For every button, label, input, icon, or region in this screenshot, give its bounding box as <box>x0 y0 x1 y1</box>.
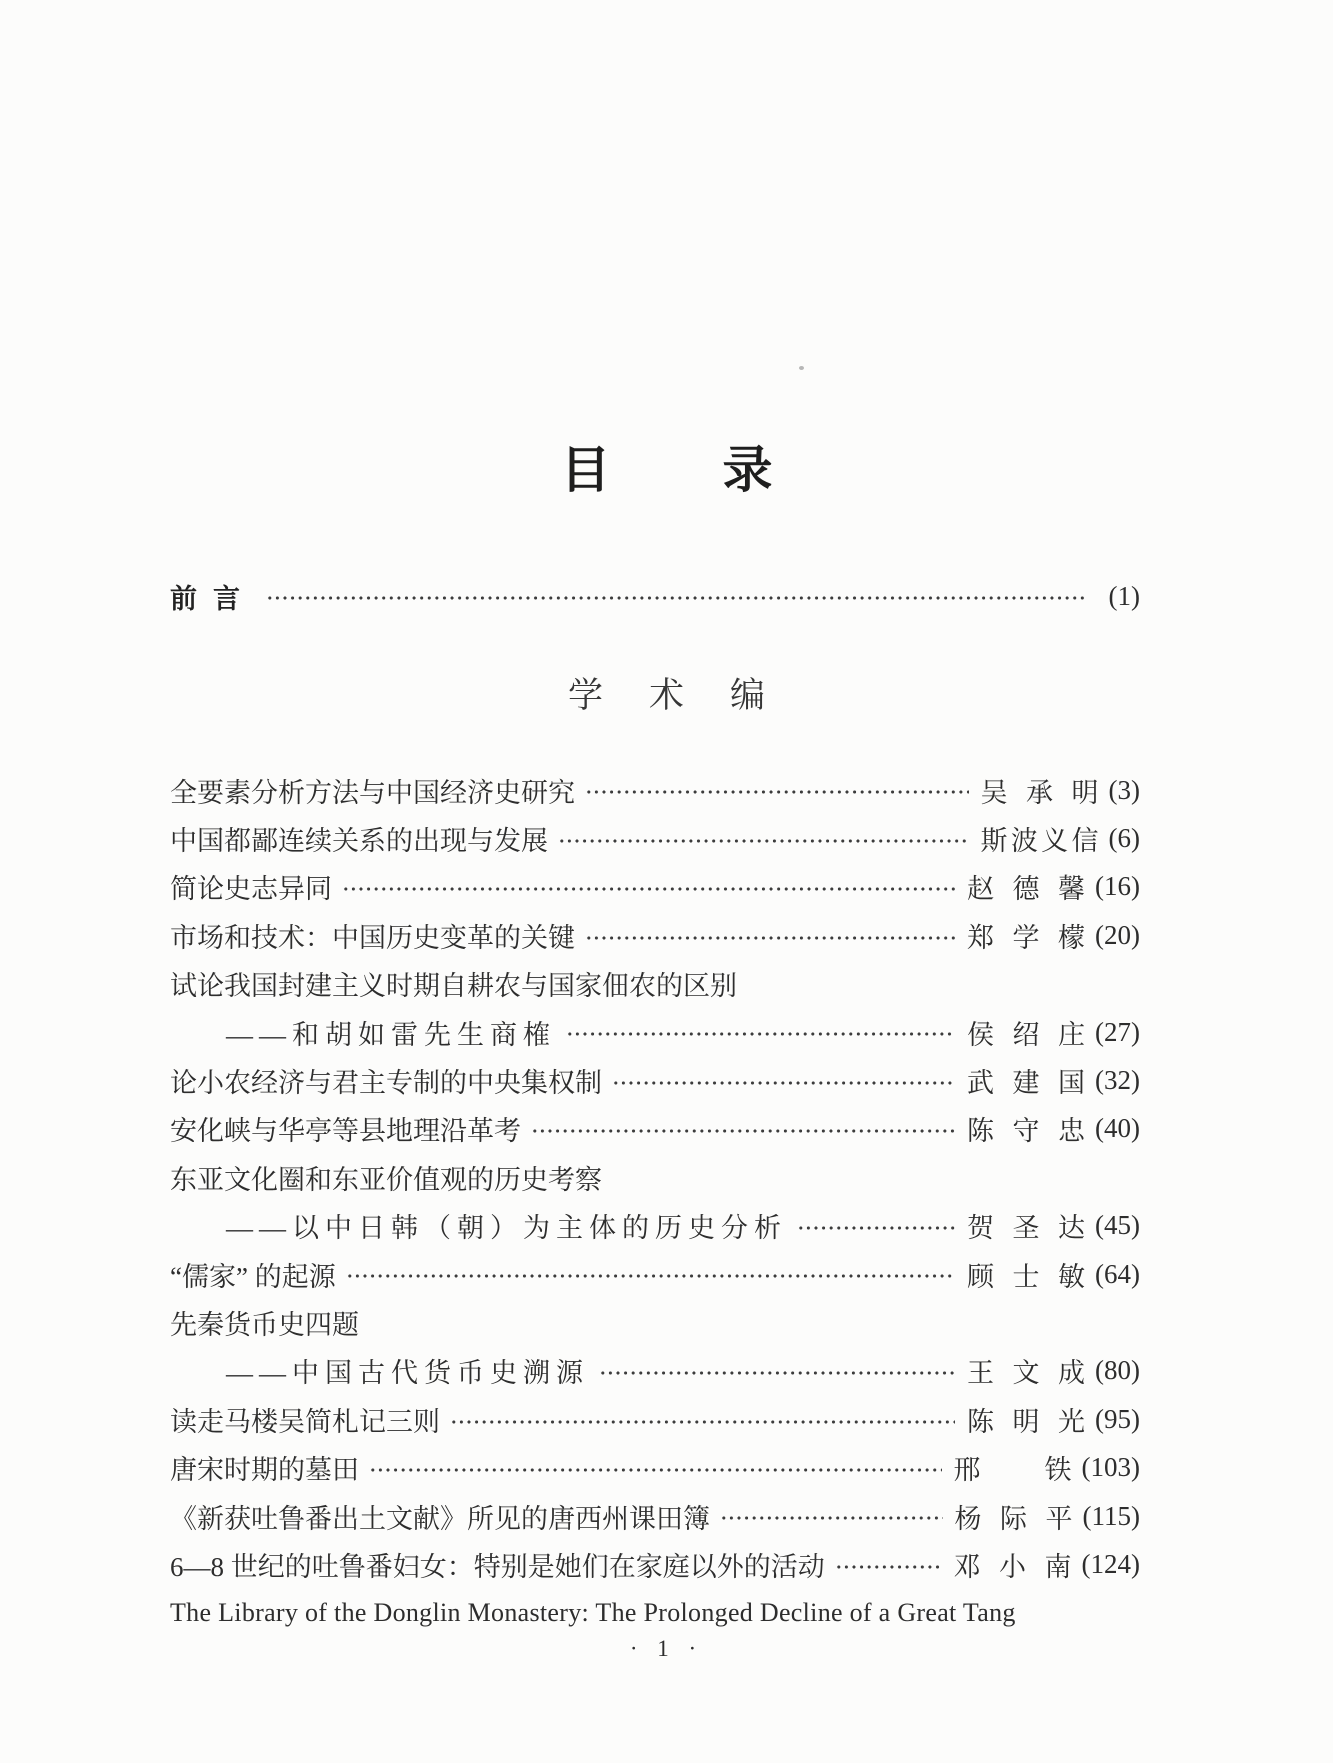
toc-entry-page-number: (80) <box>1095 1355 1140 1386</box>
toc-entry-page-number: (32) <box>1095 1065 1140 1096</box>
toc-entry-title: 读走马楼吴简札记三则 <box>170 1406 440 1437</box>
toc-entry-author: 赵德馨 <box>967 874 1086 905</box>
toc-entry-title: 先秦货币史四题 <box>170 1309 359 1340</box>
toc-entry-page-number: (16) <box>1095 871 1140 902</box>
toc-entry <box>170 1202 1140 1250</box>
toc-entry <box>170 766 1140 814</box>
toc-entry-author: 邓小南 <box>953 1551 1072 1582</box>
toc-entry-page-number: (124) <box>1081 1548 1140 1579</box>
toc-entry-author: 杨际平 <box>954 1503 1073 1534</box>
toc-entry-page-number: (27) <box>1095 1016 1140 1047</box>
toc-entry-title: 全要素分析方法与中国经济史研究 <box>170 777 575 808</box>
toc-entry <box>170 1298 1140 1346</box>
toc-entry-title: 中国都鄙连续关系的出现与发展 <box>170 826 548 857</box>
toc-entry <box>170 814 1140 862</box>
toc-entry-author: 王文成 <box>967 1358 1086 1389</box>
toc-entry <box>170 1492 1140 1540</box>
preface-label: 前言 <box>170 583 256 614</box>
dot-leader <box>835 1540 942 1588</box>
toc-entry-page-number: (20) <box>1095 919 1140 950</box>
preface-page-number: (1) <box>1108 580 1140 611</box>
section-heading-academic: 学术编 <box>567 676 811 715</box>
toc-entry <box>170 1443 1140 1491</box>
toc-entry-title: ——以中日韩（朝）为主体的历史分析 <box>226 1213 787 1244</box>
dot-leader <box>612 1056 955 1104</box>
toc-entry-title: 《新获吐鲁番出土文献》所见的唐西州课田簿 <box>170 1503 710 1534</box>
dot-leader <box>585 911 955 959</box>
toc-entry-author: 陈守忠 <box>967 1116 1086 1147</box>
toc-entry-title: “儒家” 的起源 <box>170 1261 336 1292</box>
toc-entry-author: 斯波义信 <box>980 826 1099 857</box>
scan-artifact <box>799 366 804 370</box>
toc-entry-author: 吴承明 <box>980 777 1099 808</box>
toc-entry-title: 6—8 世纪的吐鲁番妇女：特别是她们在家庭以外的活动 <box>170 1551 825 1582</box>
toc-entry-page-number: (40) <box>1095 1113 1140 1144</box>
dot-leader <box>720 1492 943 1540</box>
dot-leader <box>450 1395 955 1443</box>
toc-entry-page-number: (45) <box>1095 1210 1140 1241</box>
preface-entry <box>170 576 1140 616</box>
toc-entry-title: 市场和技术：中国历史变革的关键 <box>170 922 575 953</box>
toc-entry <box>170 1395 1140 1443</box>
dot-leader <box>342 863 955 911</box>
toc-entry-title: 论小农经济与君主专制的中央集权制 <box>170 1068 602 1099</box>
toc-entry-page-number: (103) <box>1081 1452 1140 1483</box>
page-number-footer: · 1 · <box>629 1636 704 1661</box>
toc-entry-page-number: (3) <box>1108 774 1140 805</box>
toc-entry <box>170 1347 1140 1395</box>
dot-leader <box>585 766 969 814</box>
toc-entry-author: 郑学檬 <box>967 922 1086 953</box>
toc-entry-page-number: (115) <box>1082 1500 1140 1531</box>
toc-list <box>170 766 1140 1637</box>
toc-entry-title: 东亚文化圈和东亚价值观的历史考察 <box>170 1164 602 1195</box>
toc-entry-author: 武建国 <box>967 1068 1086 1099</box>
dot-leader <box>558 814 969 862</box>
toc-entry-title: 试论我国封建主义时期自耕农与国家佃农的区别 <box>170 971 737 1002</box>
toc-entry-title: 简论史志异同 <box>170 874 332 905</box>
dot-leader <box>531 1105 955 1153</box>
toc-entry-author: 邢 铁 <box>953 1455 1072 1486</box>
toc-entry <box>170 1056 1140 1104</box>
dot-leader <box>346 1250 955 1298</box>
toc-entry <box>170 1105 1140 1153</box>
toc-title: 目录 <box>560 442 885 498</box>
dot-leader <box>797 1202 955 1250</box>
toc-entry-author: 顾士敏 <box>967 1261 1086 1292</box>
dot-leader <box>566 1008 955 1056</box>
toc-entry-page-number: (64) <box>1095 1258 1140 1289</box>
dot-leader <box>266 576 1087 616</box>
toc-entry <box>170 960 1140 1008</box>
toc-entry-page-number: (6) <box>1108 823 1140 854</box>
toc-entry-page-number: (95) <box>1095 1403 1140 1434</box>
toc-entry-continuation <box>170 1589 1140 1637</box>
toc-entry-title: 安化峡与华亭等县地理沿革考 <box>170 1116 521 1147</box>
toc-entry-author: 陈明光 <box>967 1406 1086 1437</box>
toc-entry <box>170 863 1140 911</box>
toc-entry <box>170 911 1140 959</box>
toc-entry-author: 贺圣达 <box>967 1213 1086 1244</box>
toc-entry-title: 唐宋时期的墓田 <box>170 1455 359 1486</box>
toc-entry-title: ——和胡如雷先生商榷 <box>226 1019 556 1050</box>
toc-entry-title: ——中国古代货币史溯源 <box>226 1358 589 1389</box>
toc-entry-author: 侯绍庄 <box>967 1019 1086 1050</box>
toc-entry <box>170 1250 1140 1298</box>
toc-entry <box>170 1008 1140 1056</box>
dot-leader <box>369 1443 942 1491</box>
toc-entry <box>170 1153 1140 1201</box>
toc-entry <box>170 1540 1140 1588</box>
toc-entry-title: The Library of the Donglin Monastery: The Prolonged Decline of a Great Tang <box>170 1597 1016 1627</box>
dot-leader <box>599 1347 955 1395</box>
